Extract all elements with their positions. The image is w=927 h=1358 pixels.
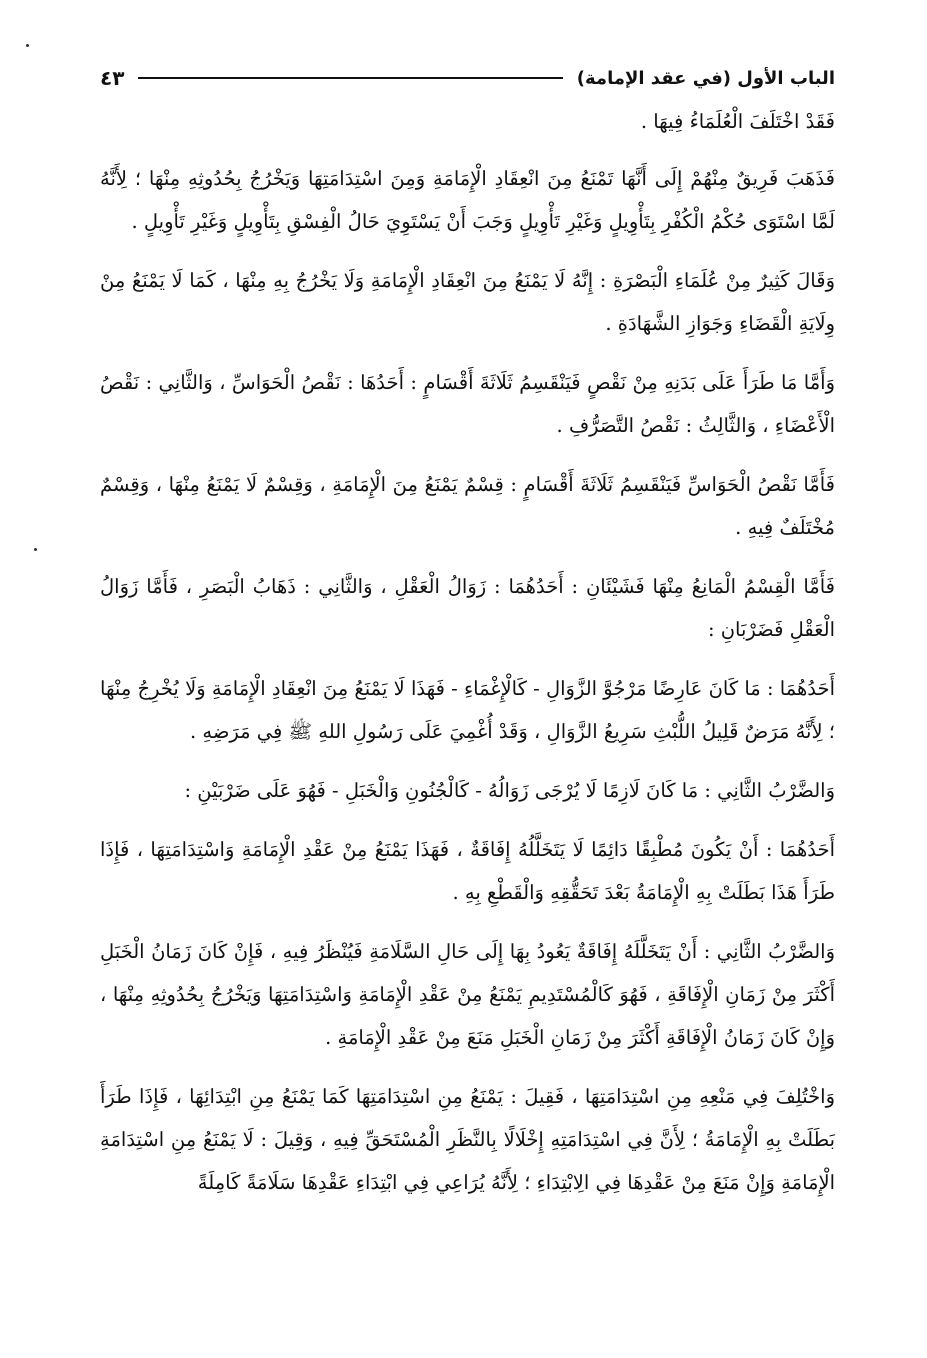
body-text [100, 100, 835, 1204]
scan-speck [26, 44, 29, 47]
header-rule [138, 77, 562, 79]
paragraph: وَأَمَّا مَا طَرَأَ عَلَى بَدَنِهِ مِنْ نَقْصٍ فَيَنْقَسِمُ ثَلَاثَةَ أَقْسَامٍ : أَحَدُهَا : نَقْصُ الْحَوَاسِّ ، وَالثَّانِي : نَقْصُ الْأَعْضَاءِ ، وَالثَّالِثُ : نَقْصُ التَّصَرُّفِ . [100, 371, 835, 437]
paragraph: فَأَمَّا الْقِسْمُ الْمَانِعُ مِنْهَا فَشَيْئَانِ : أَحَدُهُمَا : زَوَالُ الْعَقْلِ ، وَالثَّانِي : ذَهَابُ الْبَصَرِ ، فَأَمَّا زَوَالُ الْعَقْلِ فَضَرْبَانِ : [100, 575, 835, 641]
paragraph: فَأَمَّا نَقْصُ الْحَوَاسِّ فَيَنْقَسِمُ ثَلَاثَةَ أَقْسَامٍ : قِسْمٌ يَمْنَعُ مِنَ الْإِمَامَةِ ، وَقِسْمٌ لَا يَمْنَعُ مِنْهَا ، وَقِسْمٌ مُخْتَلَفٌ فِيهِ . [100, 473, 835, 539]
paragraph: أَحَدُهُمَا : مَا كَانَ عَارِضًا مَرْجُوَّ الزَّوَالِ - كَالْإِغْمَاءِ - فَهَذَا لَا يَمْنَعُ مِنَ انْعِقَادِ الْإِمَامَةِ وَلَا يُخْرِجُ مِنْهَا ؛ لِأَنَّهُ مَرَضٌ قَلِيلُ اللُّبْثِ سَرِيعُ الزَّوَالِ ، وَقَدْ أُغْمِيَ عَلَى رَسُولِ اللهِ ﷺ فِي مَرَضِهِ . [100, 677, 835, 743]
paragraph: وَاخْتُلِفَ فِي مَنْعِهِ مِنِ اسْتِدَامَتِهَا ، فَقِيلَ : يَمْنَعُ مِنِ اسْتِدَامَتِهَا كَمَا يَمْنَعُ مِنِ ابْتِدَائِهَا ، فَإِذَا طَرَأَ بَطَلَتْ بِهِ الْإِمَامَةُ ؛ لِأَنَّ فِي اسْتِدَامَتِهِ إِخْلَالًا بِالنَّظَرِ الْمُسْتَحَقِّ فِيهِ ، وَقِيلَ : لَا يَمْنَعُ مِنِ اسْتِدَامَةِ الْإِمَامَةِ وَإِنْ مَنَعَ مِنْ عَقْدِهَا فِي الِابْتِدَاءِ ؛ لِأَنَّهُ يُرَاعِي فِي ابْتِدَاءِ عَقْدِهَا سَلَامَةً كَامِلَةً [100, 1085, 835, 1194]
paragraph: فَقَدْ اخْتَلَفَ الْعُلَمَاءُ فِيهَا . [640, 110, 835, 133]
scan-speck [34, 548, 37, 551]
page-header [100, 62, 835, 94]
paragraph: وَقَالَ كَثِيرٌ مِنْ عُلَمَاءِ الْبَصْرَةِ : إِنَّهُ لَا يَمْنَعُ مِنَ انْعِقَادِ الْإِمَامَةِ وَلَا يَخْرُجُ بِهِ مِنْهَا ، كَمَا لَا يَمْنَعُ مِنْ وِلَايَةِ الْقَضَاءِ وَجَوَازِ الشَّهَادَةِ . [100, 269, 835, 335]
paragraph: وَالضَّرْبُ الثَّانِي : أَنْ يَتَخَلَّلَهُ إِفَاقَةٌ يَعُودُ بِهَا إِلَى حَالِ السَّلَامَةِ فَيُنْظَرُ فِيهِ ، فَإِنْ كَانَ زَمَانُ الْخَبَلِ أَكْثَرَ مِنْ زَمَانِ الْإِفَاقَةِ ، فَهُوَ كَالْمُسْتَدِيمِ يَمْنَعُ مِنْ عَقْدِ الْإِمَامَةِ وَاسْتِدَامَتِهَا وَيَخْرُجُ بِحُدُوثِهِ مِنْهَا ، وَإِنْ كَانَ زَمَانُ الْإِفَاقَةِ أَكْثَرَ مِنْ زَمَانِ الْخَبَلِ مَنَعَ مِنْ عَقْدِ الْإِمَامَةِ . [100, 940, 835, 1049]
running-title: الباب الأول (في عقد الإمامة) [576, 67, 835, 89]
paragraph: وَالضَّرْبُ الثَّانِي : مَا كَانَ لَازِمًا لَا يُرْجَى زَوَالُهُ - كَالْجُنُونِ وَالْخَبَلِ - فَهُوَ عَلَى ضَرْبَيْنِ : [184, 779, 835, 802]
paragraph: فَذَهَبَ فَرِيقٌ مِنْهُمْ إِلَى أَنَّهَا تَمْنَعُ مِنَ انْعِقَادِ الْإِمَامَةِ وَمِنَ اسْتِدَامَتِهَا وَيَخْرُجُ بِحُدُوثِهِ مِنْهَا ؛ لِأَنَّهُ لَمَّا اسْتَوَى حُكْمُ الْكُفْرِ بِتَأْوِيلٍ وَغَيْرِ تَأْوِيلٍ وَجَبَ أَنْ يَسْتَوِيَ حَالُ الْفِسْقِ بِتَأْوِيلٍ وَغَيْرِ تَأْوِيلٍ . [100, 167, 835, 233]
paragraph: أَحَدُهُمَا : أَنْ يَكُونَ مُطْبِقًا دَائِمًا لَا يَتَخَلَّلُهُ إِفَاقَةٌ ، فَهَذَا يَمْنَعُ مِنْ عَقْدِ الْإِمَامَةِ وَاسْتِدَامَتِهَا ، فَإِذَا طَرَأَ هَذَا بَطَلَتْ بِهِ الْإِمَامَةُ بَعْدَ تَحَقُّقِهِ وَالْقَطْعِ بِهِ . [100, 838, 835, 904]
page-number: ٤٣ [100, 66, 125, 90]
book-page [100, 62, 835, 1220]
